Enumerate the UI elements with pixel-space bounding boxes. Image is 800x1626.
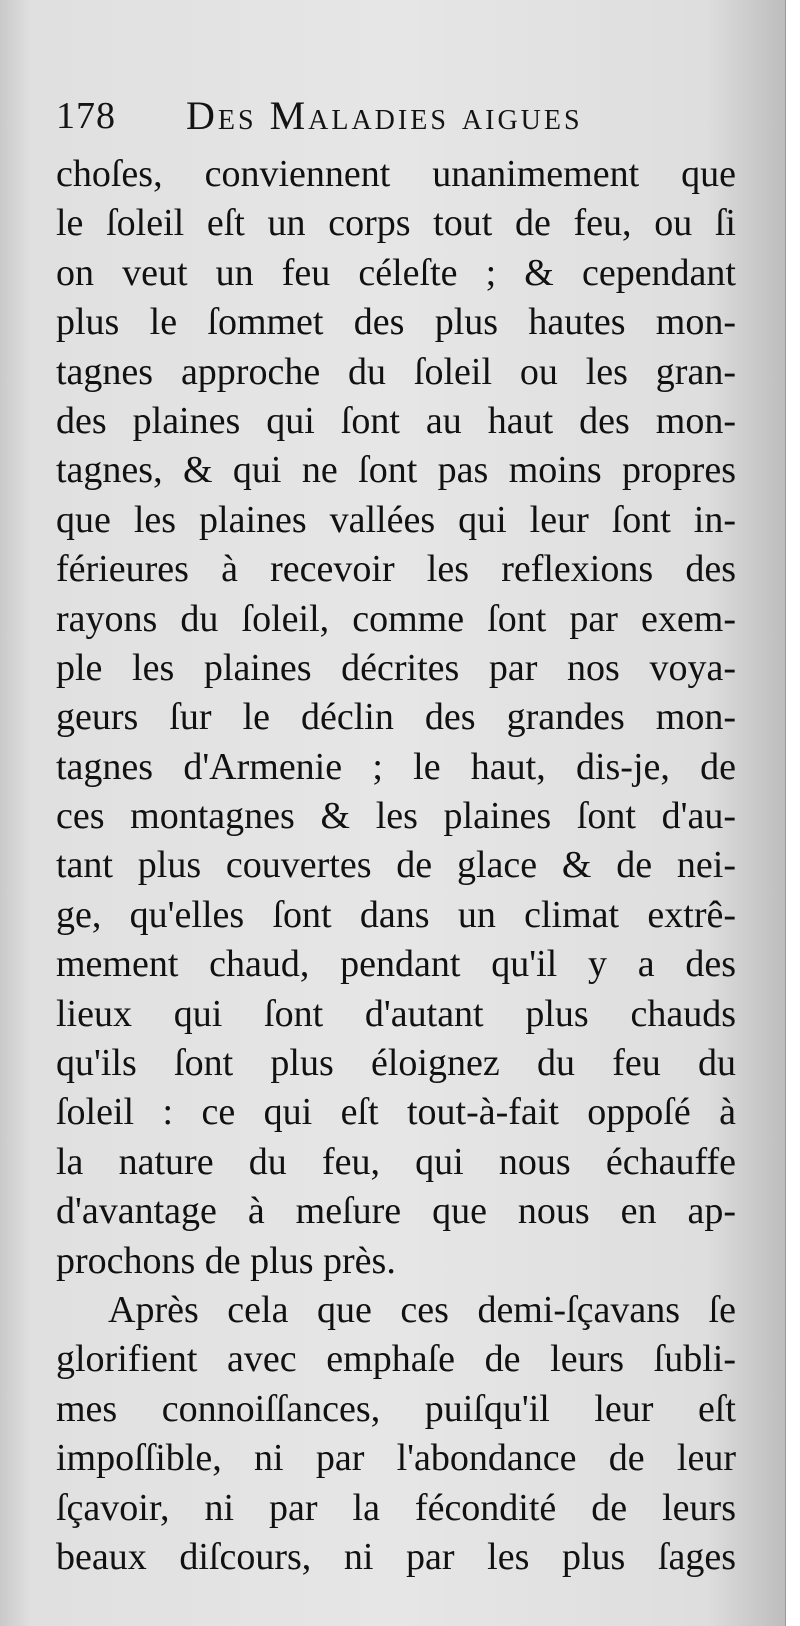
- body-text: [56, 150, 736, 1582]
- text-line: lieux qui ſont d'autant plus chauds: [56, 992, 736, 1035]
- text-line: choſes, conviennent unanimement que: [56, 153, 736, 195]
- text-line: tant plus couvertes de glace & de nei-: [56, 844, 736, 887]
- text-line: tagnes, & qui ne ſont pas moins propres: [56, 449, 736, 492]
- text-line: beaux diſcours, ni par les plus ſages: [56, 1535, 736, 1578]
- text-line: mes connoiſſances, puiſqu'il leur eſt: [56, 1387, 736, 1430]
- paragraph-start-line: Après cela que ces demi-ſçavans ſe: [108, 1288, 736, 1331]
- text-line: qu'ils ſont plus éloignez du feu du: [56, 1042, 736, 1085]
- text-line: d'avantage à meſure que nous en ap-: [56, 1190, 736, 1233]
- text-line: ple les plaines décrites par nos voya-: [56, 646, 736, 689]
- text-line: mement chaud, pendant qu'il y a des: [56, 943, 736, 986]
- page-number: 178: [56, 95, 116, 137]
- text-line: on veut un feu céleſte ; & cependant: [56, 251, 736, 294]
- text-line: plus le ſommet des plus hautes mon-: [56, 301, 736, 344]
- text-line: ſoleil : ce qui eſt tout-à-fait oppoſé à: [56, 1091, 736, 1134]
- text-line: des plaines qui ſont au haut des mon-: [56, 399, 736, 442]
- text-line: la nature du feu, qui nous échauffe: [56, 1140, 736, 1183]
- text-line: ſçavoir, ni par la fécondité de leurs: [56, 1486, 736, 1529]
- text-line: glorifient avec emphaſe de leurs ſubli-: [56, 1338, 736, 1381]
- text-line: que les plaines vallées qui leur ſont in-: [56, 498, 736, 541]
- text-line: tagnes d'Armenie ; le haut, dis-je, de: [56, 745, 736, 788]
- text-line: geurs ſur le déclin des grandes mon-: [56, 696, 736, 739]
- text-line: ces montagnes & les plaines ſont d'au-: [56, 795, 736, 838]
- text-line: férieures à recevoir les reflexions des: [56, 548, 736, 591]
- text-line: le ſoleil eſt un corps tout de feu, ou ſi: [56, 202, 736, 245]
- running-title: Des Maladies aigues: [186, 93, 583, 138]
- paragraph-end-line: prochons de plus près.: [56, 1239, 396, 1282]
- text-line: impoſſible, ni par l'abondance de leur: [56, 1437, 736, 1480]
- text-line: rayons du ſoleil, comme ſont par exem-: [56, 597, 736, 640]
- text-line: tagnes approche du ſoleil ou les gran-: [56, 350, 736, 393]
- text-line: ge, qu'elles ſont dans un climat extrê-: [56, 893, 736, 936]
- page-header: [56, 92, 696, 144]
